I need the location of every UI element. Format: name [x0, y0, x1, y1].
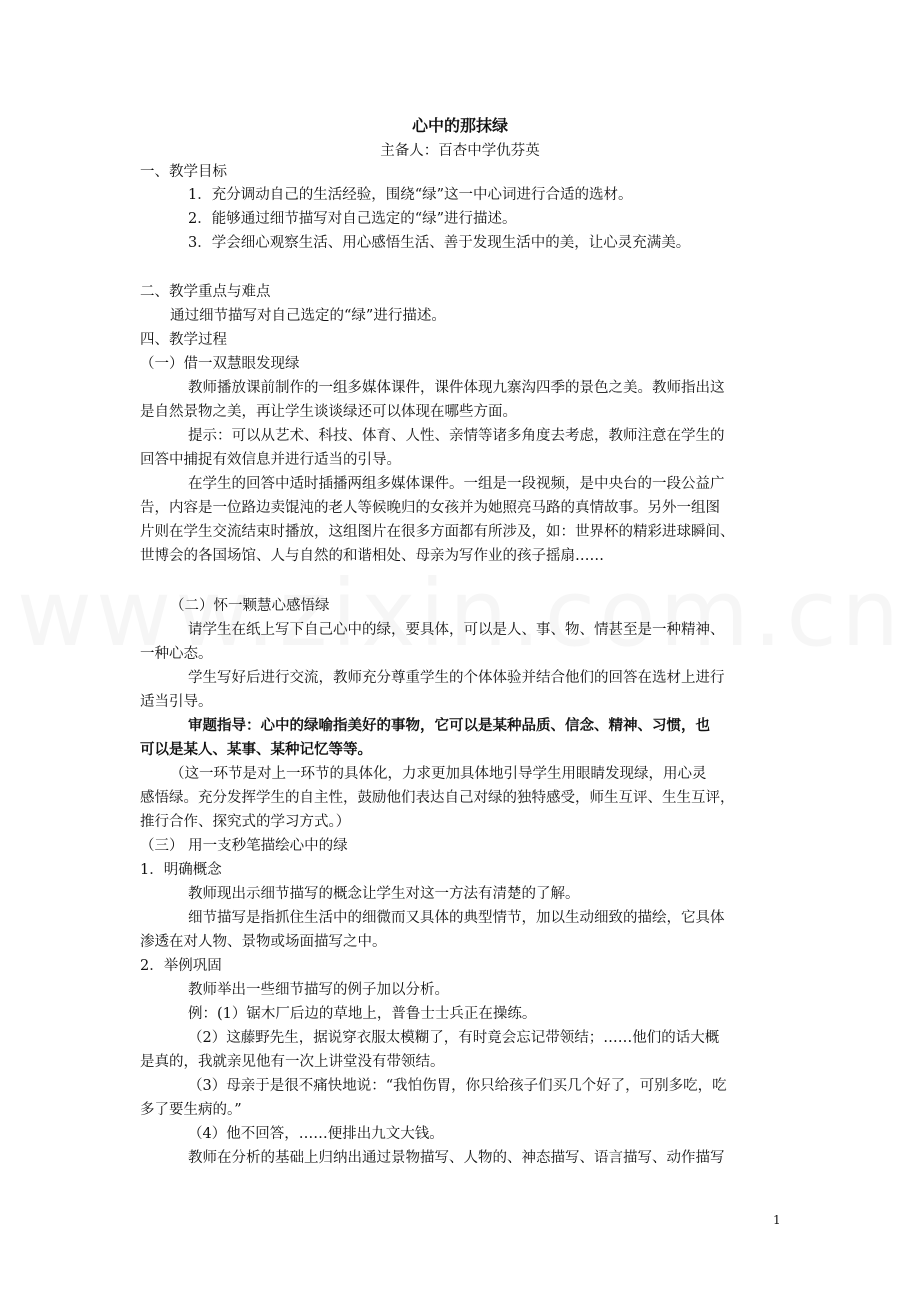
paragraph-line: 教师播放课前制作的一组多媒体课件，课件体现九寨沟四季的景色之美。教师指出这: [188, 380, 725, 396]
objective-2: 2．能够通过细节描写对自己选定的“绿”进行描述。: [188, 211, 517, 227]
example-line: （4）他不回答，……便排出九文大钱。: [188, 1126, 444, 1142]
paragraph-line: 是自然景物之美，再让学生谈谈绿还可以体现在哪些方面。: [140, 404, 517, 420]
objective-3: 3．学会细心观察生活、用心感悟生活、善于发现生活中的美，让心灵充满美。: [188, 235, 691, 251]
subsection-heading-3: （三） 用一支秒笔描绘心中的绿: [140, 838, 348, 854]
section-heading-key-points: 二、教学重点与难点: [140, 284, 271, 300]
paragraph-line: （这一环节是对上一环节的具体化，力求更加具体地引导学生用眼睛发现绿，用心灵: [170, 766, 707, 782]
example-line: 多了要生病的。”: [140, 1102, 242, 1118]
document-subtitle: 主备人：百杏中学仇芬英: [380, 143, 540, 159]
paragraph-line: 细节描写是指抓住生活中的细微而又具体的典型情节，加以生动细致的描绘，它具体: [188, 910, 725, 926]
document-title: 心中的那抹绿: [411, 116, 508, 135]
example-line: 是真的，我就亲见他有一次上讲堂没有带领结。: [140, 1054, 445, 1070]
paragraph-line: 片则在学生交流结束时播放，这组图片在很多方面都有所涉及，如：世界杯的精彩进球瞬间、: [140, 524, 735, 540]
section-heading-process: 四、教学过程: [140, 332, 227, 348]
objective-1: 1．充分调动自己的生活经验，围绕“绿”这一中心词进行合适的选材。: [188, 187, 633, 203]
paragraph-line: 在学生的回答中适时插播两组多媒体课件。一组是一段视频，是中央台的一段公益广: [188, 476, 725, 492]
paragraph-line: 回答中捕捉有效信息并进行适当的引导。: [140, 452, 401, 468]
numbered-heading-1: 1．明确概念: [140, 862, 222, 878]
paragraph-line: 教师举出一些细节描写的例子加以分析。: [188, 982, 449, 998]
paragraph-line: 告，内容是一位路边卖馄沌的老人等候晚归的女孩并为她照亮马路的真情故事。另外一组图: [140, 500, 720, 516]
watermark: [0, 560, 920, 667]
paragraph-line: 一种心态。: [140, 646, 213, 662]
paragraph-line: 渗透在对人物、景物或场面描写之中。: [140, 934, 387, 950]
paragraph-line: 适当引导。: [140, 694, 213, 710]
key-point-text: 通过细节描写对自己选定的“绿”进行描述。: [170, 308, 446, 324]
paragraph-line: 感悟绿。充分发挥学生的自主性，鼓励他们表达自己对绿的独特感受，师生互评、生生互评，: [140, 790, 735, 806]
paragraph-line: 教师现出示细节描写的概念让学生对这一方法有清楚的了解。: [188, 886, 580, 902]
numbered-heading-2: 2．举例巩固: [140, 958, 222, 974]
section-heading-objectives: 一、教学目标: [140, 164, 227, 180]
example-line: （3）母亲于是很不痛快地说：“我怕伤胃，你只给孩子们买几个好了，可别多吃，吃: [188, 1078, 727, 1094]
example-line: 例：(1）锯木厂后边的草地上，普鲁士士兵正在操练。: [188, 1006, 537, 1022]
paragraph-line: 提示：可以从艺术、科技、体育、人性、亲情等诸多角度去考虑，教师注意在学生的: [188, 428, 725, 444]
guidance-bold-line: 可以是某人、某事、某种记忆等等。: [140, 741, 372, 758]
paragraph-line: 教师在分析的基础上归纳出通过景物描写、人物的、神态描写、语言描写、动作描写: [188, 1150, 725, 1166]
subsection-heading-1: （一）借一双慧眼发现绿: [140, 356, 300, 372]
guidance-bold-line: 审题指导：心中的绿喻指美好的事物，它可以是某种品质、信念、精神、习惯，也: [188, 717, 710, 734]
subsection-heading-2: （二）怀一颗慧心感悟绿: [170, 598, 330, 614]
paragraph-line: 请学生在纸上写下自己心中的绿，要具体，可以是人、事、物、情甚至是一种精神、: [188, 622, 725, 638]
page-number: 1: [773, 1213, 781, 1227]
example-line: （2）这藤野先生，据说穿衣服太模糊了，有时竟会忘记带领结；……他们的话大概: [188, 1030, 720, 1046]
paragraph-line: 学生写好后进行交流，教师充分尊重学生的个体体验并结合他们的回答在选材上进行: [188, 670, 725, 686]
paragraph-line: 世博会的各国场馆、人与自然的和谐相处、母亲为写作业的孩子摇扇……: [140, 548, 604, 564]
paragraph-line: 推行合作、探究式的学习方式。）: [140, 814, 351, 830]
